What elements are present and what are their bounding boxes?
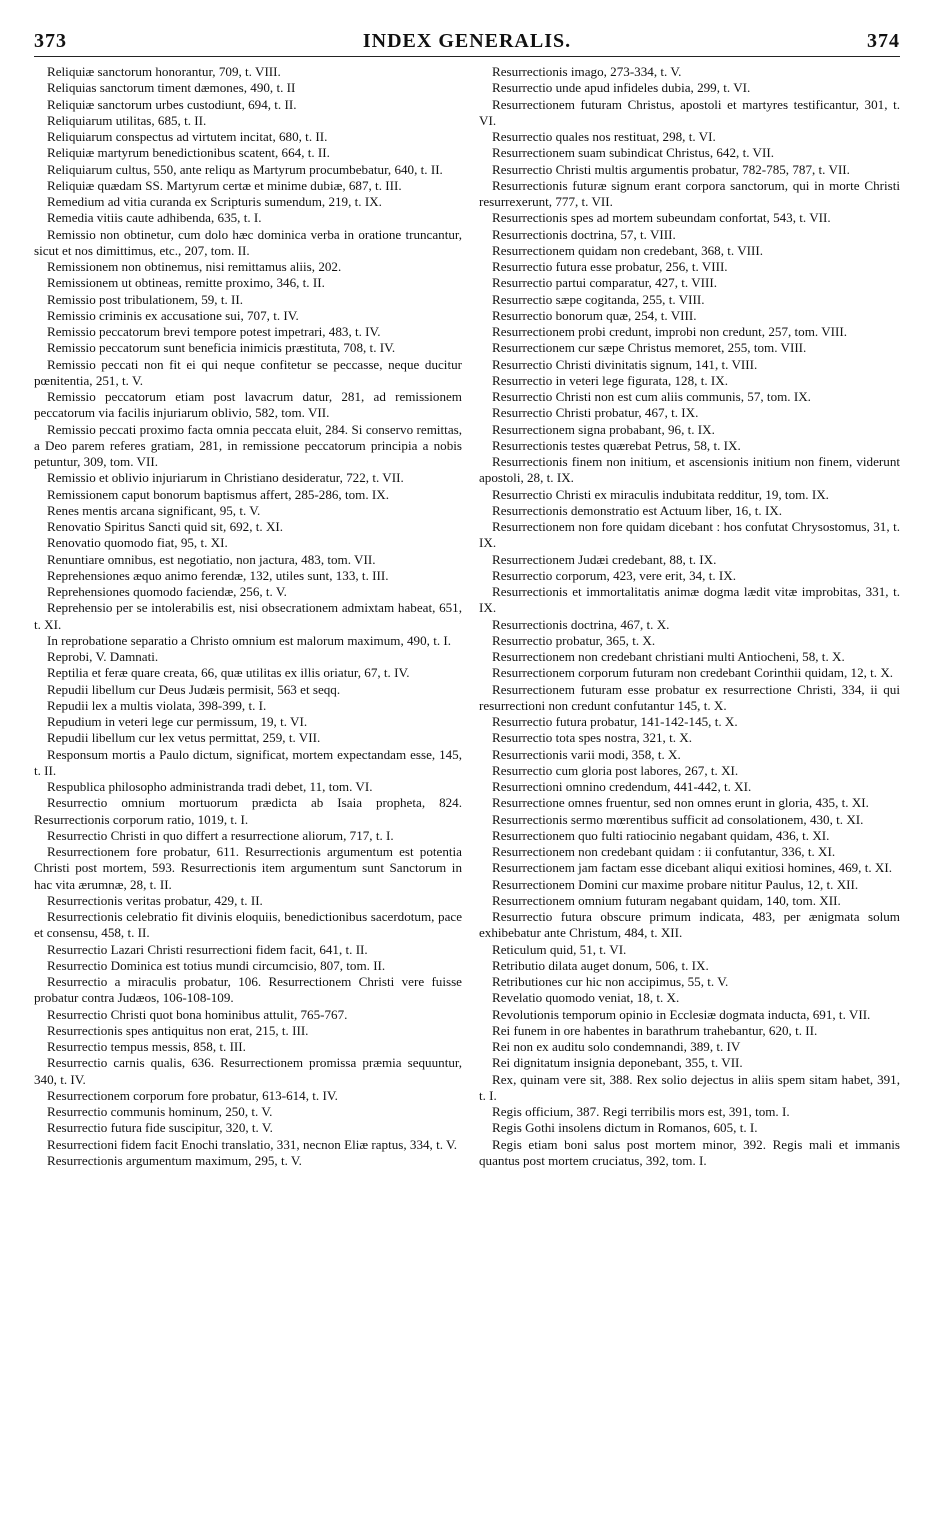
index-entry: Resurrectionem corporum futuram non credebant Corinthii quidam, 12, t. X. — [492, 665, 894, 681]
index-entry: Resurrectionis futuræ signum erant corpora sanctorum, qui in morte Christi resurrexerunt, 777, t. VII. — [479, 177, 900, 209]
index-entry: Resurrectionem non credebant christiani multi Antiocheni, 58, t. X. — [492, 649, 845, 664]
left-column — [34, 64, 462, 1169]
index-entry: Resurrectio futura esse probatur, 256, t. VIII. — [492, 259, 728, 274]
index-entry: Remedia vitiis caute adhibenda, 635, t. I. — [47, 210, 262, 226]
index-entry: Remissionem non obtinemus, nisi remittamus aliis, 202. — [47, 259, 342, 274]
index-entry: Resurrectio Lazari Christi resurrectioni fidem facit, 641, t. II. — [47, 941, 368, 957]
index-entry: Resurrectionis finem non initium, et ascensionis initium non finem, viderunt apostoli, 28, t. IX. — [479, 454, 900, 486]
index-entry: Regis officium, 387. Regi terribilis mors est, 391, tom. I. — [492, 1104, 790, 1119]
index-entry: Resurrectionis celebratio fit divinis eloquiis, benedictionibus sacerdotum, pace et consensu, 458, t. II. — [34, 909, 462, 941]
index-entry: Resurrectionis doctrina, 57, t. VIII. — [492, 226, 676, 242]
index-entry: Repudii libellum cur lex vetus permittat, 259, t. VII. — [47, 730, 321, 746]
index-entry: Resurrectio Christi probatur, 467, t. IX. — [492, 405, 699, 421]
index-entry: Renovatio Spiritus Sancti quid sit, 692, t. XI. — [47, 519, 284, 534]
index-entry: Regis etiam boni salus post mortem minor, 392. Regis mali et immanis quantus post mortem cruciatus, 392, tom. I. — [479, 1136, 900, 1168]
index-entry: Remissio peccati proximo facta omnia peccata eluit, 284. Si conservo remittas, a Deo parem referes gratiam, 281, in remissione peccatorum principia a nobis petuntur, 309, tom. VII. — [34, 421, 462, 469]
index-entry: Repudii lex a multis violata, 398-399, t. I. — [47, 697, 267, 713]
index-entry: Resurrectio communis hominum, 250, t. V. — [47, 1104, 273, 1119]
index-entry: Rei dignitatum insignia deponebant, 355, t. VII. — [492, 1055, 743, 1071]
index-entry: Resurrectio Dominica est totius mundi circumcisio, 807, tom. II. — [47, 957, 386, 973]
index-entry: Resurrectionis spes ad mortem subeundam confortat, 543, t. VII. — [492, 210, 831, 226]
index-entry: Reprehensiones æquo animo ferendæ, 132, utiles sunt, 133, t. III. — [47, 567, 389, 583]
index-entry: Reprobi, V. Damnati. — [47, 649, 159, 664]
index-entry: Resurrectio cum gloria post labores, 267, t. XI. — [492, 762, 739, 778]
index-entry: Remissio post tribulationem, 59, t. II. — [47, 291, 244, 307]
index-entry: Resurrectio Christi in quo differt a resurrectione aliorum, 717, t. I. — [47, 827, 394, 843]
index-entry: Reliquiarum cultus, 550, ante reliqu as Martyrum procumbebatur, 640, t. II. — [47, 161, 443, 177]
index-entry: Resurrectio corporum, 423, vere erit, 34, t. IX. — [492, 567, 736, 583]
index-entry: Retributiones cur hic non accipimus, 55, t. V. — [492, 974, 729, 989]
index-entry: Resurrectionem non credebant quidam : ii confutantur, 336, t. XI. — [492, 844, 836, 859]
index-entry: Resurrectionem futuram esse probatur ex resurrectione Christi, 334, ii qui resurrectioni non credunt confutantur 145, t. X. — [479, 681, 900, 713]
index-entry: Resurrectio quales nos restituat, 298, t. VI. — [492, 129, 716, 144]
index-entry: Resurrectionem fore probatur, 611. Resurrectionis argumentum est potentia Christi post mortem, 593. Resurrectionis item argumentum sunt Sanctorum in hac vita ærumnæ, 28, t. II. — [34, 844, 462, 892]
index-entry: Resurrectio Christi divinitatis signum, 141, t. VIII. — [492, 356, 758, 372]
index-entry: Remissio peccatorum brevi tempore potest impetrari, 483, t. IV. — [47, 324, 381, 339]
index-entry: Reptilia et feræ quare creata, 66, quæ utilitas ex illis oriatur, 67, t. IV. — [47, 665, 410, 681]
index-entry: Resurrectionem Domini cur maxime probare nititur Paulus, 12, t. XII. — [492, 876, 859, 892]
index-entry: Remissio non obtinetur, cum dolo hæc dominica verba in oratione truncantur, sicut et nos dimittimus, etc., 207, tom. II. — [34, 226, 462, 258]
index-entry: Resurrectionem probi credunt, improbi non credunt, 257, tom. VIII. — [492, 324, 848, 339]
index-entry: Resurrectio omnium mortuorum prædicta ab Isaia propheta, 824. Resurrectionis corporum ratio, 1019, t. I. — [34, 795, 462, 827]
index-entry: Reliquias sanctorum timent dæmones, 490, t. II — [47, 80, 296, 96]
index-entry: Resurrectionem jam factam esse dicebant aliqui exitiosi homines, 469, t. XI. — [492, 860, 892, 876]
index-entry: Resurrectio carnis qualis, 636. Resurrectionem promissa præmia sequuntur, 340, t. IV. — [34, 1055, 462, 1087]
index-entry: Remissionem ut obtineas, remitte proximo, 346, t. II. — [47, 275, 325, 291]
index-entry: Reliquiæ sanctorum urbes custodiunt, 694, t. II. — [47, 96, 297, 112]
index-entry: Reprehensio per se intolerabilis est, nisi obsecrationem admixtam habeat, 651, t. XI. — [34, 600, 462, 632]
index-entry: Resurrectionem futuram Christus, apostoli et martyres testificantur, 301, t. VI. — [479, 96, 900, 128]
index-entry: Resurrectio tota spes nostra, 321, t. X. — [492, 730, 693, 746]
header-rule — [34, 56, 900, 57]
index-entry: Resurrectionem cur sæpe Christus memoret, 255, tom. VIII. — [492, 340, 807, 356]
index-entry: Resurrectione omnes fruentur, sed non omnes erunt in gloria, 435, t. XI. — [492, 795, 869, 811]
index-entry: Resurrectionem omnium futuram negabant quidam, 140, tom. XII. — [492, 892, 841, 908]
index-entry: Remissio peccatorum sunt beneficia inimicis præstituta, 708, t. IV. — [47, 340, 396, 356]
index-entry: Resurrectio futura fide suscipitur, 320, t. V. — [47, 1120, 273, 1136]
index-entry: Reliquiarum utilitas, 685, t. II. — [47, 112, 207, 128]
index-entry: Resurrectioni fidem facit Enochi translatio, 331, necnon Eliæ raptus, 334, t. V. — [47, 1136, 458, 1152]
index-entry: Respublica philosopho administranda tradi debet, 11, tom. VI. — [47, 779, 373, 794]
running-title: INDEX GENERALIS. — [362, 30, 572, 52]
index-entry: Regis Gothi insolens dictum in Romanos, 605, t. I. — [492, 1120, 758, 1136]
index-entry: Resurrectionem non fore quidam dicebant : hos confutat Chrysostomus, 31, t. IX. — [479, 519, 900, 551]
index-entry: Remissio et oblivio injuriarum in Christiano desideratur, 722, t. VII. — [47, 470, 404, 486]
index-entry: Resurrectionis argumentum maximum, 295, t. V. — [47, 1152, 302, 1168]
index-entry: Resurrectio Christi non est cum aliis communis, 57, tom. IX. — [492, 389, 811, 404]
index-entry: Resurrectionis sermo mœrentibus sufficit ad consolationem, 430, t. XI. — [492, 811, 864, 827]
index-entry: Reliquiæ quædam SS. Martyrum certæ et minime dubiæ, 687, t. III. — [47, 177, 402, 193]
page-number-right: 374 — [867, 30, 900, 52]
index-entry: Resurrectionis et immortalitatis animæ dogma lædit vitæ improbitas, 331, t. IX. — [479, 584, 900, 616]
index-entry: Resurrectio futura obscure primum indicata, 483, per ænigmata solum exhibebatur ante Christum, 484, t. XII. — [479, 909, 900, 941]
index-entry: Resurrectionis spes antiquitus non erat, 215, t. III. — [47, 1022, 309, 1038]
index-entry: Reticulum quid, 51, t. VI. — [492, 941, 627, 957]
index-entry: Renovatio quomodo fiat, 95, t. XI. — [47, 535, 228, 551]
index-entry: Resurrectionis varii modi, 358, t. X. — [492, 746, 681, 762]
index-entry: Repudium in veteri lege cur permissum, 19, t. VI. — [47, 714, 308, 729]
index-entry: Resurrectio futura probatur, 141-142-145, t. X. — [492, 714, 738, 729]
index-entry: Reliquiæ sanctorum honorantur, 709, t. VIII. — [47, 64, 281, 79]
index-entry: Remissio peccatorum etiam post lavacrum datur, 281, ad remissionem peccatorum via facilis injuriarum oblivio, 582, tom. VII. — [34, 389, 462, 421]
index-entry: Repudii libellum cur Deus Judæis permisit, 563 et seqq. — [47, 681, 341, 697]
index-entry: Resurrectio probatur, 365, t. X. — [492, 632, 656, 648]
index-entry: Resurrectionem corporum fore probatur, 613-614, t. IV. — [47, 1087, 338, 1103]
index-entry: Revolutionis temporum opinio in Ecclesiæ dogmata inducta, 691, t. VII. — [492, 1006, 871, 1022]
index-entry: Resurrectio a miraculis probatur, 106. Resurrectionem Christi vere fuisse probatur contra Judæos, 106-108-109. — [34, 974, 462, 1006]
index-entry: Resurrectio Christi multis argumentis probatur, 782-785, 787, t. VII. — [492, 161, 850, 177]
index-entry: Rei funem in ore habentes in barathrum trahebantur, 620, t. II. — [492, 1022, 818, 1038]
index-entry: Rex, quinam vere sit, 388. Rex solio dejectus in aliis spem sitam habet, 391, t. I. — [479, 1071, 900, 1103]
index-entry: Resurrectionem quidam non credebant, 368, t. VIII. — [492, 242, 764, 258]
index-entry: Resurrectionem suam subindicat Christus, 642, t. VII. — [492, 145, 774, 161]
index-entry: Resurrectio sæpe cogitanda, 255, t. VIII. — [492, 291, 705, 307]
index-entry: Reliquiarum conspectus ad virtutem incitat, 680, t. II. — [47, 129, 328, 144]
index-entry: Resurrectio tempus messis, 858, t. III. — [47, 1039, 246, 1054]
index-entry: Resurrectionis demonstratio est Actuum liber, 16, t. IX. — [492, 502, 783, 518]
index-entry: Resurrectio bonorum quæ, 254, t. VIII. — [492, 307, 697, 323]
index-entry: Reprehensiones quomodo faciendæ, 256, t. V. — [47, 584, 287, 599]
index-entry: Renuntiare omnibus, est negotiatio, non jactura, 483, tom. VII. — [47, 551, 376, 567]
index-entry: Retributio dilata auget donum, 506, t. IX. — [492, 957, 709, 973]
index-entry: Resurrectionis veritas probatur, 429, t. II. — [47, 892, 263, 908]
index-entry: Remissionem caput bonorum baptismus affert, 285-286, tom. IX. — [47, 486, 389, 502]
index-entry: Responsum mortis a Paulo dictum, significat, mortem expectandam esse, 145, t. II. — [34, 746, 462, 778]
index-entry: Resurrectio Christi ex miraculis indubitata redditur, 19, tom. IX. — [492, 486, 829, 502]
index-entry: Rei non ex auditu solo condemnandi, 389, t. IV — [492, 1039, 741, 1054]
index-entry: Remedium ad vitia curanda ex Scripturis sumendum, 219, t. IX. — [47, 194, 382, 209]
index-entry: Resurrectionem signa probabant, 96, t. IX. — [492, 421, 715, 437]
index-entry: Resurrectio partui comparatur, 427, t. VIII. — [492, 275, 718, 291]
index-entry: Resurrectionem quo fulti ratiocinio negabant quidam, 436, t. XI. — [492, 827, 830, 843]
index-entry: Revelatio quomodo veniat, 18, t. X. — [492, 990, 680, 1006]
index-entry: Resurrectio Christi quot bona hominibus attulit, 765-767. — [47, 1006, 348, 1022]
page-header — [34, 30, 900, 56]
index-entry: Resurrectionis testes quærebat Petrus, 58, t. IX. — [492, 437, 741, 453]
index-entry: Resurrectio in veteri lege figurata, 128, t. IX. — [492, 372, 728, 388]
index-entry: Resurrectio unde apud infideles dubia, 299, t. VI. — [492, 80, 751, 96]
index-entry: Resurrectioni omnino credendum, 441-442, t. XI. — [492, 779, 752, 794]
page-number-left: 373 — [34, 30, 67, 52]
index-entry: In reprobatione separatio a Christo omnium est malorum maximum, 490, t. I. — [47, 632, 452, 648]
index-entry: Resurrectionem Judæi credebant, 88, t. IX. — [492, 551, 717, 567]
index-entry: Remissio peccati non fit ei qui neque confitetur se peccasse, neque ducitur pœnitentia, 251, t. V. — [34, 356, 462, 388]
right-column — [479, 64, 900, 1169]
index-entry: Remissio criminis ex accusatione sui, 707, t. IV. — [47, 307, 299, 323]
index-entry: Resurrectionis doctrina, 467, t. X. — [492, 616, 670, 632]
index-entry: Resurrectionis imago, 273-334, t. V. — [492, 64, 682, 79]
index-entry: Renes mentis arcana significant, 95, t. V. — [47, 502, 261, 518]
index-entry: Reliquiæ martyrum benedictionibus scatent, 664, t. II. — [47, 145, 330, 161]
